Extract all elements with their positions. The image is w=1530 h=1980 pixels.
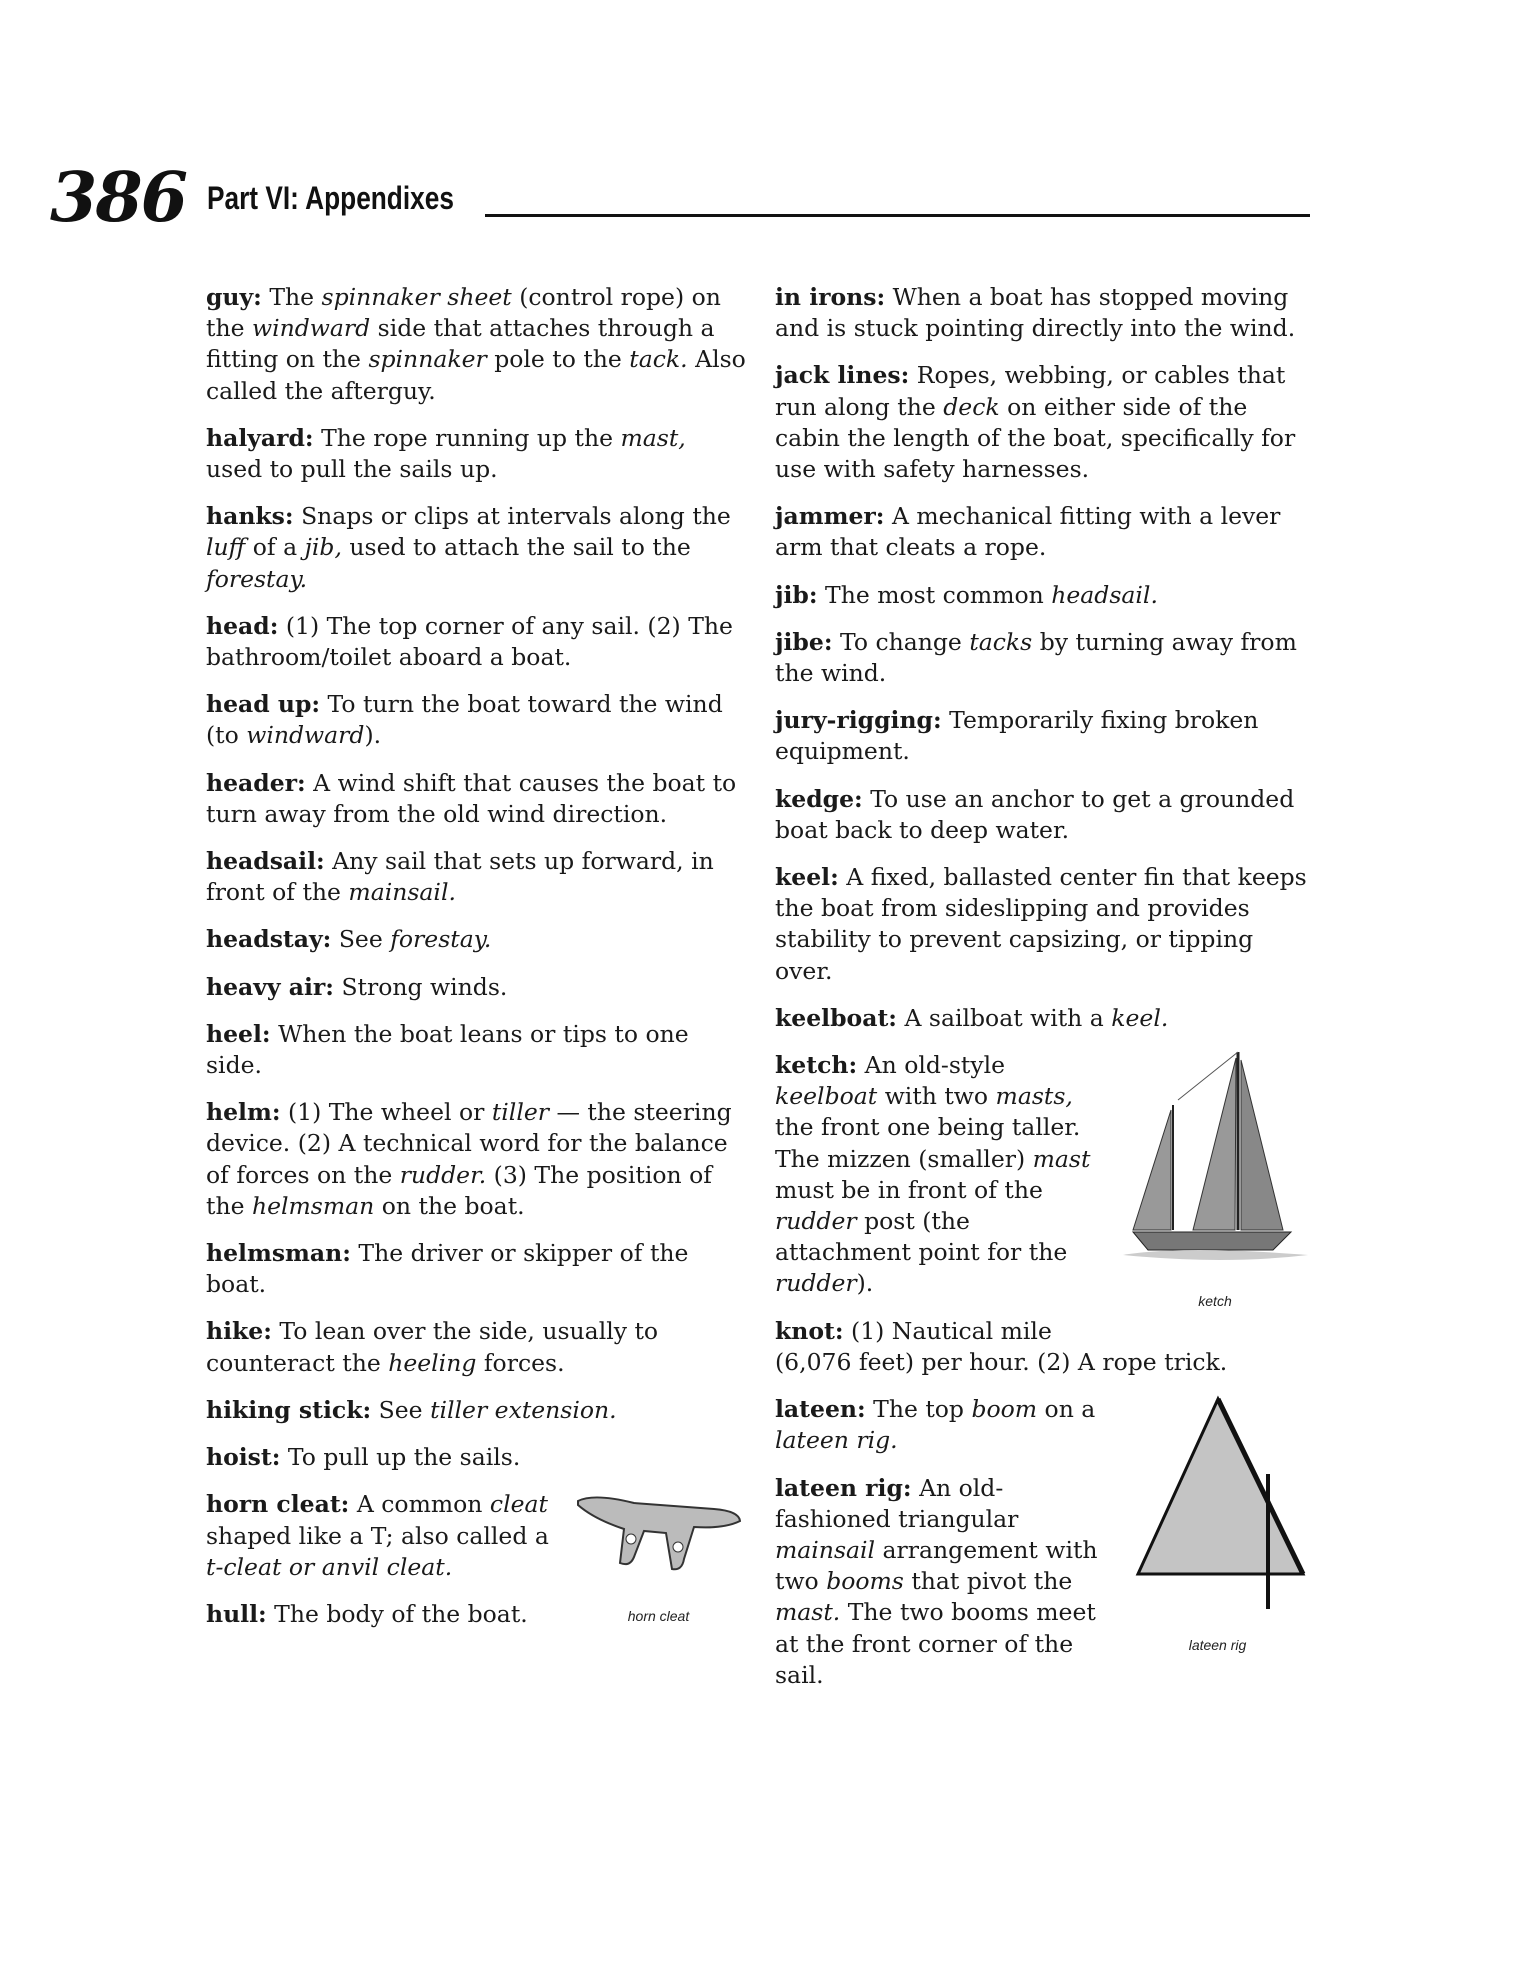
glossary-term: jammer:	[775, 502, 885, 531]
definition-text: A common	[349, 1490, 490, 1519]
definition-text: Snaps or clips at intervals along the	[293, 502, 731, 531]
definition-text: on a	[1037, 1395, 1096, 1424]
glossary-entry	[775, 360, 1310, 485]
glossary-term: lateen:	[775, 1395, 866, 1424]
definition-text: ).	[364, 721, 382, 750]
cross-reference-term: keel.	[1111, 1003, 1169, 1032]
definition-text: pole to the	[486, 345, 630, 374]
cross-reference-term: forestay.	[206, 564, 308, 593]
cross-reference-term: masts,	[995, 1082, 1073, 1111]
glossary-term: heavy air:	[206, 972, 334, 1001]
glossary-entry	[206, 1097, 746, 1222]
glossary-term: header:	[206, 768, 306, 797]
cross-reference-term: forestay.	[390, 925, 492, 954]
glossary-entry	[775, 627, 1310, 689]
cross-reference-term: mast.	[775, 1598, 841, 1627]
cross-reference-term: cleat	[489, 1490, 548, 1519]
definition-text: (1) Nautical mile (6,076 feet) per hour. (2) A rope trick.	[775, 1316, 1228, 1376]
definition-text: shaped like a T; also called a	[206, 1521, 549, 1550]
definition-text: When the boat leans or tips to one side.	[206, 1019, 689, 1080]
glossary-term: jib:	[775, 580, 818, 609]
glossary-entry	[775, 784, 1310, 846]
glossary-term: keelboat:	[775, 1003, 897, 1032]
glossary-term: halyard:	[206, 423, 314, 452]
glossary-entry	[206, 1316, 746, 1378]
definition-text: To pull up the sails.	[280, 1443, 521, 1472]
definition-text: To turn the boat toward the wind (to	[206, 690, 723, 750]
glossary-term: in irons:	[775, 283, 886, 311]
definition-text: must be in front of the	[775, 1175, 1043, 1204]
definition-text: When a boat has stopped moving and is stuck pointing directly into the wind.	[775, 283, 1296, 343]
running-head: Part VI: Appendixes	[207, 180, 454, 216]
definition-text: Also called the afterguy.	[206, 345, 746, 405]
cross-reference-term: spinnaker sheet	[321, 283, 512, 311]
cross-reference-term: windward	[251, 314, 371, 343]
glossary-term: horn cleat:	[206, 1490, 350, 1519]
definition-text: The driver or skipper of the boat.	[206, 1239, 689, 1299]
glossary-entry	[206, 972, 746, 1003]
glossary-term: headsail:	[206, 847, 325, 876]
glossary-entry	[206, 1395, 746, 1426]
definition-text: the front one being taller. The mizzen (smaller)	[775, 1113, 1081, 1173]
cross-reference-term: spinnaker	[368, 345, 487, 374]
ketch-illustration	[1120, 1050, 1310, 1317]
cross-reference-term: helmsman	[251, 1191, 375, 1220]
glossary-term: lateen rig:	[775, 1473, 912, 1502]
definition-text: The	[261, 283, 322, 311]
definition-text: with two	[877, 1082, 996, 1111]
glossary-term: helmsman:	[206, 1239, 351, 1268]
definition-text: (3) The position of the	[206, 1160, 712, 1220]
glossary-term: heel:	[206, 1019, 271, 1048]
glossary-term: hiking stick:	[206, 1395, 372, 1424]
definition-text: (control rope) on the	[206, 283, 721, 343]
glossary-entry	[775, 501, 1310, 563]
cross-reference-term: lateen rig.	[775, 1426, 898, 1455]
glossary-term: keel:	[775, 863, 839, 892]
glossary-term: hanks:	[206, 502, 294, 531]
glossary-term: knot:	[775, 1316, 844, 1345]
definition-text: See	[371, 1395, 431, 1424]
glossary-entry	[775, 1316, 1310, 1378]
glossary-entry	[775, 282, 1310, 344]
definition-text: The rope running up the	[313, 423, 621, 452]
glossary-entry	[775, 862, 1310, 987]
cross-reference-term: tiller extension.	[430, 1395, 617, 1424]
definition-text: of a	[245, 533, 305, 562]
glossary-entry	[206, 768, 746, 830]
definition-text: post (the attachment point for the	[775, 1207, 1068, 1267]
glossary-column-left	[206, 282, 746, 1646]
glossary-term: head up:	[206, 690, 321, 719]
cross-reference-term: mainsail.	[348, 878, 456, 907]
definition-text: on the boat.	[374, 1191, 525, 1220]
definition-text: An old-style	[857, 1051, 1006, 1080]
glossary-entry	[206, 1019, 746, 1081]
cross-reference-term: mainsail	[775, 1535, 876, 1564]
glossary-column-right	[775, 282, 1310, 1707]
glossary-entry	[206, 1442, 746, 1473]
cross-reference-term: heeling	[388, 1348, 477, 1377]
horn-cleat-illustration	[571, 1489, 746, 1631]
glossary-entry	[206, 924, 746, 955]
glossary-entry	[775, 1050, 1310, 1310]
definition-text: To lean over the side, usually to counteract the	[206, 1317, 659, 1377]
definition-text: Temporarily fixing broken equipment.	[775, 706, 1259, 766]
definition-text: The top	[865, 1395, 972, 1424]
glossary-term: hull:	[206, 1599, 267, 1628]
definition-text: A mechanical fitting with a lever arm that cleats a rope.	[775, 502, 1281, 562]
glossary-term: headstay:	[206, 925, 332, 954]
glossary-term: hike:	[206, 1317, 272, 1346]
glossary-term: ketch:	[775, 1051, 858, 1080]
definition-text: on either side of the cabin the length of the boat, specifically for use with safety harnesses.	[775, 392, 1296, 484]
glossary-entry	[775, 1003, 1310, 1034]
glossary-term: hoist:	[206, 1443, 281, 1472]
cross-reference-term: luff	[206, 533, 246, 562]
glossary-entry	[206, 611, 746, 673]
glossary-term: jury-rigging:	[775, 706, 942, 735]
definition-text: An old-fashioned triangular	[775, 1473, 1019, 1533]
cross-reference-term: jib,	[304, 533, 342, 562]
figure-caption: horn cleat	[627, 1607, 690, 1624]
definition-text: The two booms meet at the front corner of the sail.	[775, 1598, 1096, 1689]
glossary-term: head:	[206, 611, 279, 640]
cross-reference-term: tacks	[969, 627, 1033, 656]
definition-text: A wind shift that causes the boat to turn away from the old wind direction.	[206, 768, 737, 828]
cross-reference-term: tiller	[491, 1098, 549, 1127]
definition-text: The body of the boat.	[266, 1599, 528, 1628]
cross-reference-term: mast,	[620, 423, 686, 452]
definition-text: The most common	[817, 580, 1052, 609]
definition-text: Ropes, webbing, or cables that run along the	[775, 361, 1286, 421]
glossary-entry	[206, 846, 746, 908]
definition-text: — the steering device. (2) A technical word for the balance of forces on the	[206, 1098, 732, 1189]
glossary-entry	[206, 501, 746, 595]
definition-text: used to attach the sail to the	[341, 533, 691, 562]
definition-text: that pivot the	[903, 1567, 1073, 1596]
cross-reference-term: tack.	[629, 345, 688, 374]
glossary-entry	[775, 580, 1310, 611]
definition-text: forces.	[476, 1348, 565, 1377]
definition-text: To change	[832, 627, 970, 656]
figure-caption: ketch	[1198, 1293, 1232, 1310]
definition-text: Any sail that sets up forward, in front of the	[206, 847, 714, 907]
cross-reference-term: mast	[1032, 1144, 1091, 1173]
header-rule	[485, 214, 1310, 217]
cross-reference-term: rudder	[775, 1207, 857, 1236]
definition-text: (1) The wheel or	[280, 1098, 492, 1127]
cross-reference-term: rudder	[775, 1269, 857, 1298]
cross-reference-term: boom	[971, 1395, 1038, 1424]
page-number: 386	[50, 158, 186, 238]
cross-reference-term: headsail.	[1051, 580, 1158, 609]
definition-text: See	[331, 925, 391, 954]
definition-text: side that attaches through a fitting on the	[206, 314, 715, 374]
glossary-entry	[206, 689, 746, 751]
definition-text: A fixed, ballasted center fin that keeps the boat from sideslipping and provides stability to prevent capsizing, or tipping over.	[775, 863, 1307, 985]
figure-caption: lateen rig	[1188, 1637, 1247, 1654]
lateen-rig-illustration	[1125, 1394, 1310, 1661]
cross-reference-term: rudder.	[399, 1160, 487, 1189]
cross-reference-term: keelboat	[775, 1082, 878, 1111]
glossary-entry	[206, 423, 746, 485]
glossary-entry	[775, 705, 1310, 767]
cross-reference-term: windward	[246, 721, 365, 750]
definition-text: To use an anchor to get a grounded boat back to deep water.	[775, 784, 1295, 844]
definition-text: used to pull the sails up.	[206, 455, 498, 484]
cross-reference-term: t-cleat or anvil cleat.	[206, 1552, 453, 1581]
definition-text: (1) The top corner of any sail. (2) The bathroom/toilet aboard a boat.	[206, 611, 733, 672]
glossary-term: kedge:	[775, 784, 863, 813]
glossary-term: helm:	[206, 1098, 281, 1127]
cross-reference-term: deck	[943, 392, 1000, 421]
glossary-term: guy:	[206, 283, 262, 311]
glossary-entry	[206, 282, 746, 407]
glossary-term: jibe:	[775, 627, 833, 656]
definition-text: ).	[856, 1269, 874, 1298]
definition-text: A sailboat with a	[896, 1003, 1112, 1032]
definition-text: arrangement with two	[775, 1535, 1098, 1596]
glossary-entry	[206, 1238, 746, 1300]
cross-reference-term: booms	[826, 1567, 904, 1596]
definition-text: by turning away from the wind.	[775, 627, 1297, 688]
definition-text: Strong winds.	[333, 972, 508, 1001]
glossary-term: jack lines:	[775, 361, 910, 390]
